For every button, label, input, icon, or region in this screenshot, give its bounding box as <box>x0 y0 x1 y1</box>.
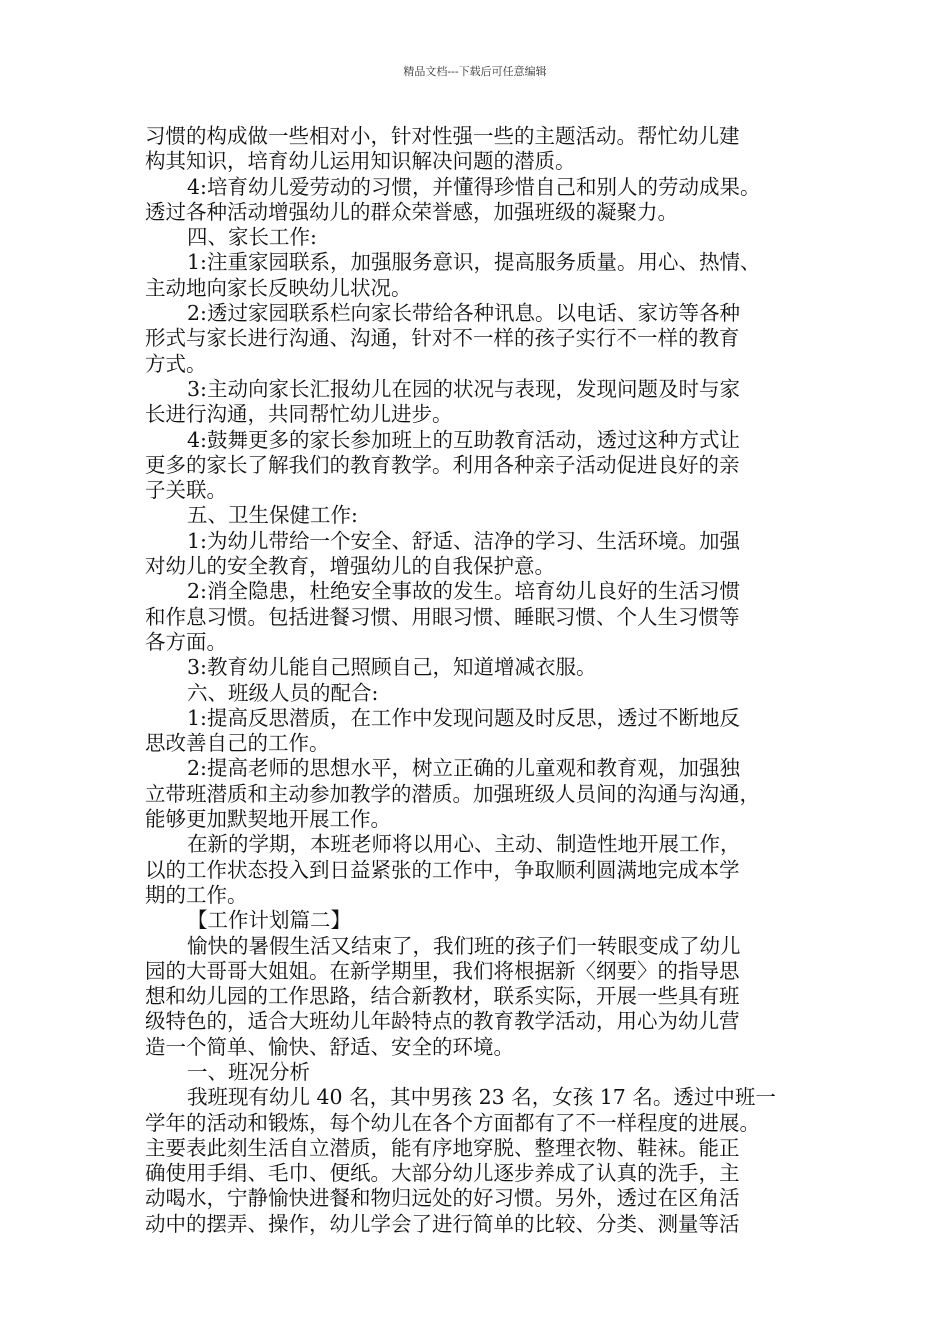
text-line: 主要表此刻生活自立潜质，能有序地穿脱、整理衣物、鞋袜。能正 <box>145 1135 740 1160</box>
text-line: 主动地向家长反映幼儿状况。 <box>145 275 412 300</box>
text-line: 四、家长工作: <box>187 225 317 250</box>
text-line: 对幼儿的安全教育，增强幼儿的自我保护意。 <box>145 554 555 579</box>
text-line: 想和幼儿园的工作思路，结合新教材，联系实际，开展一些具有班 <box>145 984 740 1009</box>
document-body <box>145 124 825 1237</box>
text-line: 造一个简单、愉快、舒适、安全的环境。 <box>145 1034 514 1059</box>
text-line: 能够更加默契地开展工作。 <box>145 807 391 832</box>
text-line: 思改善自己的工作。 <box>145 731 330 756</box>
text-line: 2:消全隐患，杜绝安全事故的发生。培育幼儿良好的生活习惯 <box>187 579 740 604</box>
text-line: 4:鼓舞更多的家长参加班上的互助教育活动，透过这种方式让 <box>187 427 740 452</box>
text-line: 形式与家长进行沟通、沟通，针对不一样的孩子实行不一样的教育 <box>145 326 740 351</box>
text-line: 确使用手绢、毛巾、便纸。大部分幼儿逐步养成了认真的洗手，主 <box>145 1161 740 1186</box>
text-line: 构其知识，培育幼儿运用知识解决问题的潜质。 <box>145 149 576 174</box>
text-line: 以的工作状态投入到日益紧张的工作中，争取顺利圆满地完成本学 <box>145 857 740 882</box>
text-line: 动喝水，宁静愉快进餐和物归远处的好习惯。另外，透过在区角活 <box>145 1186 740 1211</box>
text-line: 六、班级人员的配合: <box>187 680 379 705</box>
text-line: 动中的摆弄、操作，幼儿学会了进行简单的比较、分类、测量等活 <box>145 1211 740 1236</box>
text-line: 立带班潜质和主动参加教学的潜质。加强班级人员间的沟通与沟通， <box>145 781 760 806</box>
text-line: 透过各种活动增强幼儿的群众荣誉感，加强班级的凝聚力。 <box>145 199 678 224</box>
text-line: 4:培育幼儿爱劳动的习惯，并懂得珍惜自己和别人的劳动成果。 <box>187 174 761 199</box>
text-line: 级特色的，适合大班幼儿年龄特点的教育教学活动，用心为幼儿营 <box>145 1009 740 1034</box>
text-line: 长进行沟通，共同帮忙幼儿进步。 <box>145 402 453 427</box>
text-line: 学年的活动和锻炼，每个幼儿在各个方面都有了不一样程度的进展。 <box>145 1110 760 1135</box>
text-line: 一、班况分析 <box>187 1059 310 1084</box>
text-line: 1:注重家园联系，加强服务意识，提高服务质量。用心、热情、 <box>187 250 761 275</box>
text-line: 更多的家长了解我们的教育教学。利用各种亲子活动促进良好的亲 <box>145 452 740 477</box>
text-line: 在新的学期，本班老师将以用心、主动、制造性地开展工作， <box>187 832 741 857</box>
text-line: 和作息习惯。包括进餐习惯、用眼习惯、睡眠习惯、个人生习惯等 <box>145 604 740 629</box>
text-line: 3:教育幼儿能自己照顾自己，知道增减衣服。 <box>187 655 597 680</box>
text-line: 方式。 <box>145 351 207 376</box>
text-line: 【工作计划篇二】 <box>187 908 351 933</box>
text-line: 子关联。 <box>145 478 227 503</box>
text-line: 2:透过家园联系栏向家长带给各种讯息。以电话、家访等各种 <box>187 301 740 326</box>
text-line: 五、卫生保健工作: <box>187 503 358 528</box>
text-line: 我班现有幼儿 40 名，其中男孩 23 名，女孩 17 名。透过中班一 <box>187 1085 776 1110</box>
text-line: 期的工作。 <box>145 882 248 907</box>
text-line: 园的大哥哥大姐姐。在新学期里，我们将根据新〈纲要〉的指导思 <box>145 958 740 983</box>
text-line: 愉快的暑假生活又结束了，我们班的孩子们一转眼变成了幼儿 <box>187 933 741 958</box>
text-line: 习惯的构成做一些相对小，针对性强一些的主题活动。帮忙幼儿建 <box>145 124 740 148</box>
text-line: 3:主动向家长汇报幼儿在园的状况与表现，发现问题及时与家 <box>187 376 740 401</box>
text-line: 2:提高老师的思想水平，树立正确的儿童观和教育观，加强独 <box>187 756 740 781</box>
text-line: 各方面。 <box>145 629 227 654</box>
page-header: 精品文档---下载后可任意编辑 <box>403 65 547 78</box>
text-line: 1:为幼儿带给一个安全、舒适、洁净的学习、生活环境。加强 <box>187 528 740 553</box>
text-line: 1:提高反思潜质，在工作中发现问题及时反思，透过不断地反 <box>187 705 740 730</box>
